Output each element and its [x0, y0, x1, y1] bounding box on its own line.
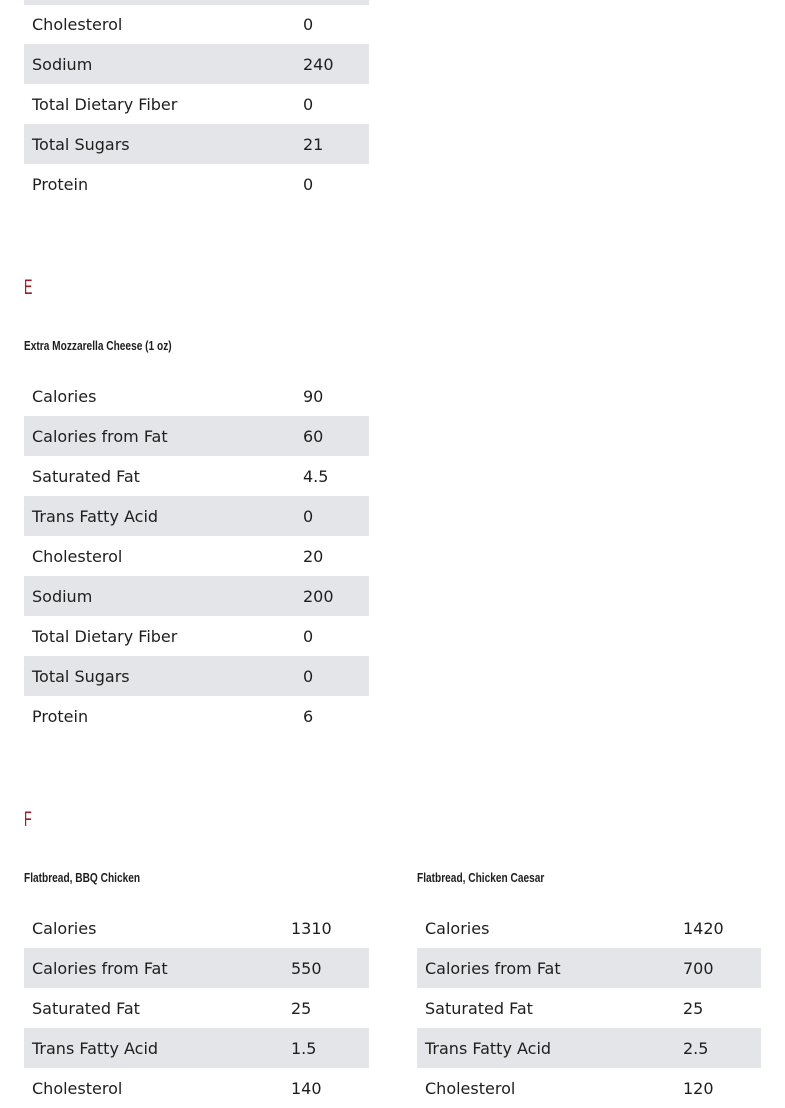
nutrient-label: Saturated Fat [32, 998, 140, 1018]
table-row [24, 656, 369, 696]
nutrition-table-extra-mozzarella [24, 376, 369, 736]
nutrient-value: 0 [303, 626, 314, 646]
table-row [24, 164, 369, 204]
nutrient-value: 240 [303, 54, 334, 74]
nutrient-label: Calories from Fat [425, 958, 561, 978]
table-row [24, 536, 369, 576]
nutrient-value: 120 [683, 1078, 714, 1098]
nutrient-value: 2.5 [683, 1038, 709, 1058]
nutrient-value: 60 [303, 426, 324, 446]
table-row [24, 1028, 369, 1068]
nutrient-label: Cholesterol [32, 14, 123, 34]
nutrient-label: Calories from Fat [32, 426, 168, 446]
table-row [24, 4, 369, 44]
table-row [24, 908, 369, 948]
nutrient-value: 140 [291, 1078, 322, 1098]
table-row [24, 1068, 369, 1108]
nutrient-value: 4.5 [303, 466, 329, 486]
nutrient-label: Saturated Fat [425, 998, 533, 1018]
table-row [24, 456, 369, 496]
table-row [24, 948, 369, 988]
nutrient-value: 21 [303, 134, 324, 154]
section-letter-e: E [24, 276, 33, 299]
nutrient-label: Calories from Fat [32, 958, 168, 978]
nutrient-value: 0 [303, 506, 314, 526]
nutrition-table-bbq-chicken-flatbread [24, 908, 369, 1108]
nutrient-label: Sodium [32, 54, 93, 74]
nutrient-value: 25 [683, 998, 704, 1018]
nutrient-label: Calories [32, 386, 97, 406]
nutrient-value: 0 [303, 14, 314, 34]
nutrient-value: 1310 [291, 918, 332, 938]
table-row [417, 948, 761, 988]
table-row [24, 376, 369, 416]
nutrient-value: 0 [303, 174, 314, 194]
nutrient-value: 700 [683, 958, 714, 978]
nutrient-label: Total Sugars [32, 666, 130, 686]
nutrient-label: Calories [425, 918, 490, 938]
nutrient-label: Cholesterol [425, 1078, 516, 1098]
item-title: Extra Mozzarella Cheese (1 oz) [24, 338, 172, 353]
nutrient-value: 1.5 [291, 1038, 317, 1058]
nutrient-label: Trans Fatty Acid [32, 506, 159, 526]
section-letter-f: F [24, 808, 32, 831]
nutrient-value: 0 [303, 94, 314, 114]
table-row [417, 988, 761, 1028]
item-title: Flatbread, Chicken Caesar [417, 870, 545, 885]
nutrient-value: 0 [303, 666, 314, 686]
nutrient-value: 550 [291, 958, 322, 978]
nutrient-label: Saturated Fat [32, 466, 140, 486]
nutrient-label: Cholesterol [32, 546, 123, 566]
table-row [24, 616, 369, 656]
table-row [24, 44, 369, 84]
nutrient-label: Trans Fatty Acid [32, 1038, 159, 1058]
nutrient-label: Total Dietary Fiber [32, 626, 178, 646]
nutrient-value: 20 [303, 546, 324, 566]
table-row [24, 988, 369, 1028]
nutrient-value: 1420 [683, 918, 724, 938]
nutrient-value: 25 [291, 998, 312, 1018]
nutrient-value: 6 [303, 706, 314, 726]
nutrient-value: 200 [303, 586, 334, 606]
table-row [417, 1028, 761, 1068]
nutrient-label: Protein [32, 706, 89, 726]
table-row [24, 496, 369, 536]
item-title: Flatbread, BBQ Chicken [24, 870, 141, 885]
nutrient-label: Trans Fatty Acid [425, 1038, 552, 1058]
table-row [24, 84, 369, 124]
nutrient-label: Total Sugars [32, 134, 130, 154]
nutrient-label: Cholesterol [32, 1078, 123, 1098]
nutrient-label: Sodium [32, 586, 93, 606]
table-row [24, 576, 369, 616]
nutrient-label: Protein [32, 174, 89, 194]
table-row [24, 416, 369, 456]
table-row [417, 1068, 761, 1108]
nutrition-table-chicken-caesar-flatbread [417, 908, 761, 1108]
table-row [24, 124, 369, 164]
nutrition-table-previous [24, 4, 369, 204]
table-row [24, 696, 369, 736]
nutrient-label: Total Dietary Fiber [32, 94, 178, 114]
table-row [417, 908, 761, 948]
nutrient-value: 90 [303, 386, 324, 406]
nutrient-label: Calories [32, 918, 97, 938]
